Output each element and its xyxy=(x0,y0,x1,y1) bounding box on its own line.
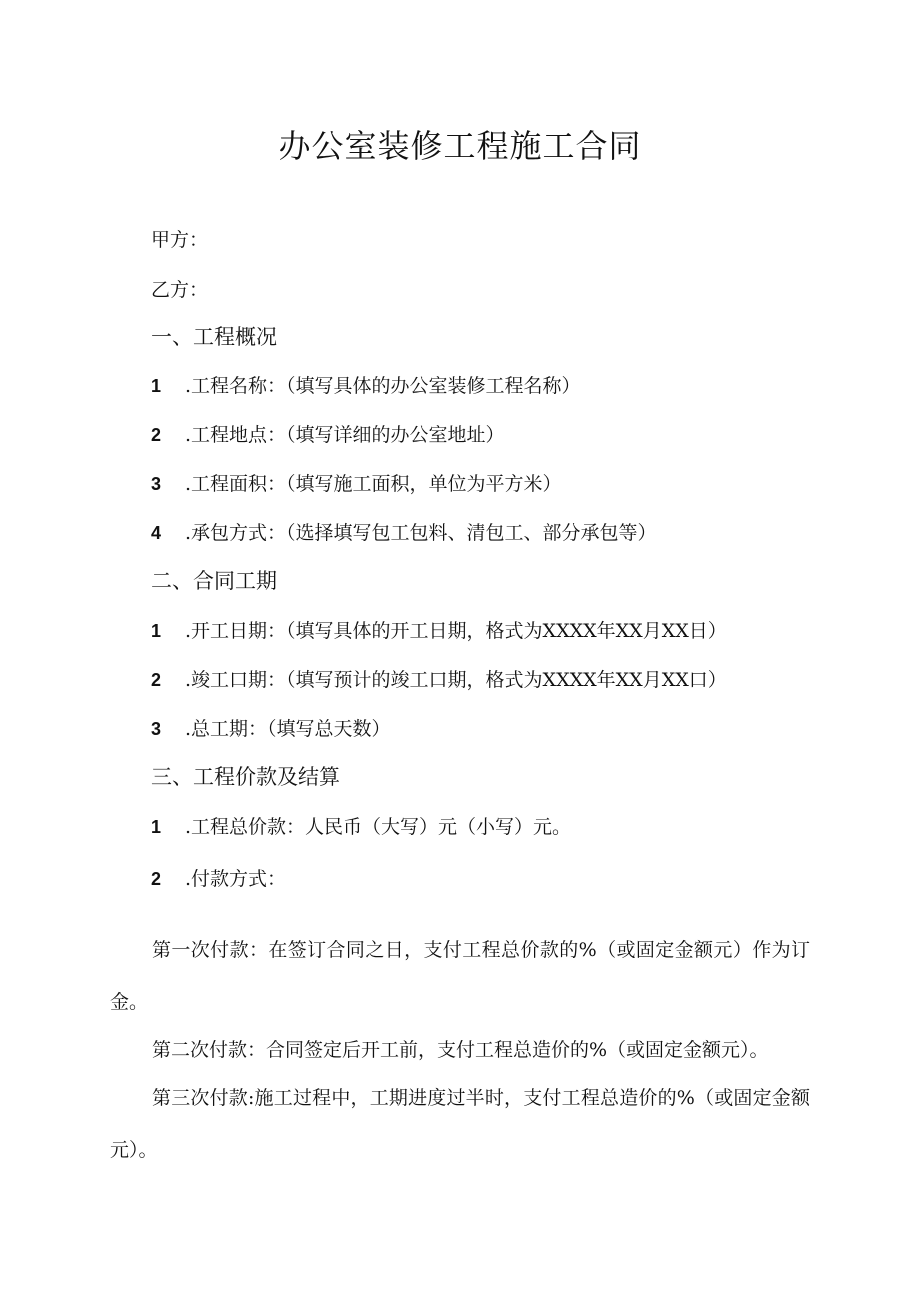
section-heading-price: 三、工程价款及结算 xyxy=(151,765,340,789)
overview-item-area xyxy=(151,471,562,497)
item-text: .工程总价款：人民币（大写）元（小写）元。 xyxy=(185,816,572,838)
payment-paragraph-second: 第二次付款：合同签定后开工前，支付工程总造价的%（或固定金额元）。 xyxy=(152,1039,769,1061)
document-title: 办公室装修工程施工合同 xyxy=(278,127,642,165)
price-item-total xyxy=(151,814,571,840)
item-text: .工程名称：（填写具体的办公室装修工程名称） xyxy=(185,375,581,397)
schedule-item-total-duration xyxy=(151,716,391,742)
overview-item-project-name xyxy=(151,373,581,399)
schedule-item-start-date xyxy=(151,618,727,644)
item-text: .工程地点：（填写详细的办公室地址） xyxy=(185,424,505,446)
item-text: .工程面积：（填写施工面积，单位为平方米） xyxy=(185,473,562,495)
item-number: 1 xyxy=(151,621,162,641)
item-number: 2 xyxy=(151,425,162,445)
item-number: 2 xyxy=(151,869,162,889)
item-number: 1 xyxy=(151,817,162,837)
item-text: .付款方式： xyxy=(185,868,287,890)
item-text: .开工日期：（填写具体的开工日期，格式为XXXX年XX月XX日） xyxy=(185,620,727,642)
overview-item-location xyxy=(151,422,505,448)
item-number: 3 xyxy=(151,474,162,494)
item-text: .总工期：（填写总天数） xyxy=(185,718,391,740)
payment-paragraph-third: 第三次付款:施工过程中，工期进度过半时，支付工程总造价的%（或固定金额元）。 xyxy=(110,1087,810,1161)
party-b-label: 乙方： xyxy=(151,279,209,301)
party-a-label: 甲方： xyxy=(151,229,209,251)
price-item-payment-method xyxy=(151,866,286,892)
item-text: .竣工口期：（填写预计的竣工口期，格式为XXXX年XX月XX口） xyxy=(185,669,727,691)
item-text: .承包方式：（选择填写包工包料、清包工、部分承包等） xyxy=(185,522,657,544)
item-number: 1 xyxy=(151,376,162,396)
section-heading-overview: 一、工程概况 xyxy=(151,325,277,349)
item-number: 4 xyxy=(151,523,162,543)
schedule-item-completion-date xyxy=(151,667,727,693)
section-heading-schedule: 二、合同工期 xyxy=(151,569,277,593)
item-number: 3 xyxy=(151,719,162,739)
overview-item-contract-mode xyxy=(151,520,657,546)
item-number: 2 xyxy=(151,670,162,690)
payment-paragraph-first: 第一次付款：在签订合同之日，支付工程总价款的%（或固定金额元）作为订金。 xyxy=(110,939,810,1013)
